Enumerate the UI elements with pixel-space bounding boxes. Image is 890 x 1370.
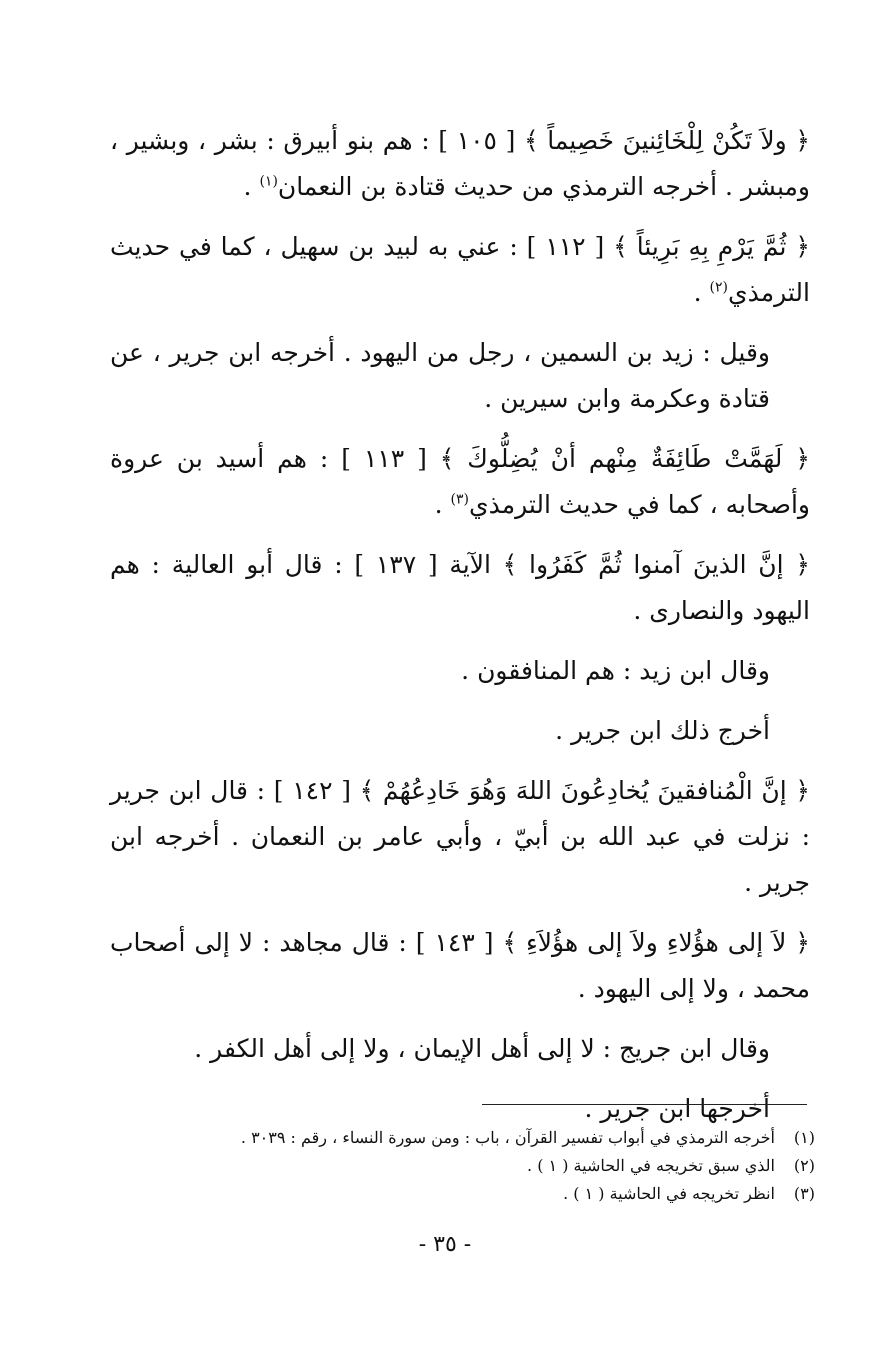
footnote-text: الذي سبق تخريجه في الحاشية ( ١ ) . xyxy=(527,1156,775,1175)
footnotes xyxy=(160,1124,815,1208)
footnote-2 xyxy=(160,1152,815,1180)
footnote-text: انظر تخريجه في الحاشية ( ١ ) . xyxy=(563,1184,775,1203)
footnote-ref-2[interactable]: (٢) xyxy=(709,279,729,296)
footnote-number: (١) xyxy=(793,1128,815,1147)
paragraph-9: ﴿ لاَ إلى هؤُلاءِ ولاَ إلى هؤُلاَءِ ﴾ [ ١٤٣ ] : قال مجاهد : لا إلى أصحاب محمد ، ولا إلى اليهود . xyxy=(110,928,810,1003)
paragraph-4: ﴿ لَهَمَّتْ طَائِفَةٌ مِنْهم أنْ يُضِلُّوكَ ﴾ [ ١١٣ ] : هم أسيد بن عروة وأصحابه ، كما في حديث الترمذي$^{(٣)}$ . xyxy=(110,444,810,519)
paragraph-5: ﴿ إنَّ الذينَ آمنوا ثُمَّ كَفَرُوا ﴾ الآية [ ١٣٧ ] : قال أبو العالية : هم اليهود والنصارى . xyxy=(110,550,810,625)
footnote-ref-1[interactable]: (١) xyxy=(259,173,278,190)
footnote-text: أخرجه الترمذي في أبواب تفسير القرآن ، باب : ومن سورة النساء ، رقم : ٣٠٣٩ . xyxy=(240,1128,775,1147)
paragraph-6: وقال ابن زيد : هم المنافقون . xyxy=(461,656,770,685)
paragraph-7: أخرج ذلك ابن جرير . xyxy=(555,716,770,745)
paragraph-8: ﴿ إنَّ الْمُنافقينَ يُخادِعُونَ اللهَ وَهُوَ خَادِعُهُمْ ﴾ [ ١٤٢ ] : قال ابن جرير : نزلت في عبد الله بن أبيّ ، وأبي عامر بن النعمان . أخرجه ابن جرير . xyxy=(110,776,811,897)
footnote-3 xyxy=(160,1180,815,1208)
paragraph-11: أخرجها ابن جرير . xyxy=(584,1094,770,1123)
footnote-ref-3[interactable]: (٣) xyxy=(450,491,469,508)
page-number: - ٣٥ - xyxy=(418,1232,472,1257)
footnote-number: (٣) xyxy=(793,1184,815,1203)
footnote-number: (٢) xyxy=(793,1156,815,1175)
page-body xyxy=(110,118,810,1146)
paragraph-1: ﴿ ولاَ تَكُنْ لِلْخَائِنينَ خَصِيماً ﴾ [ ١٠٥ ] : هم بنو أبيرق : بشر ، وبشير ، ومبشر . أخرجه الترمذي من حديث قتادة بن النعمان$^{(١)}$ . xyxy=(110,126,810,201)
paragraph-3: وقيل : زيد بن السمين ، رجل من اليهود . أخرجه ابن جرير ، عن قتادة وعكرمة وابن سيرين . xyxy=(110,338,770,413)
footnote-divider xyxy=(482,1104,807,1105)
footnote-1 xyxy=(160,1124,815,1152)
paragraph-10: وقال ابن جريج : لا إلى أهل الإيمان ، ولا إلى أهل الكفر . xyxy=(194,1034,770,1063)
paragraph-2: ﴿ ثُمَّ يَرْمِ بِهِ بَرِيئاً ﴾ [ ١١٢ ] : عني به لبيد بن سهيل ، كما في حديث الترمذي$^{(٢)}$ . xyxy=(110,232,810,307)
